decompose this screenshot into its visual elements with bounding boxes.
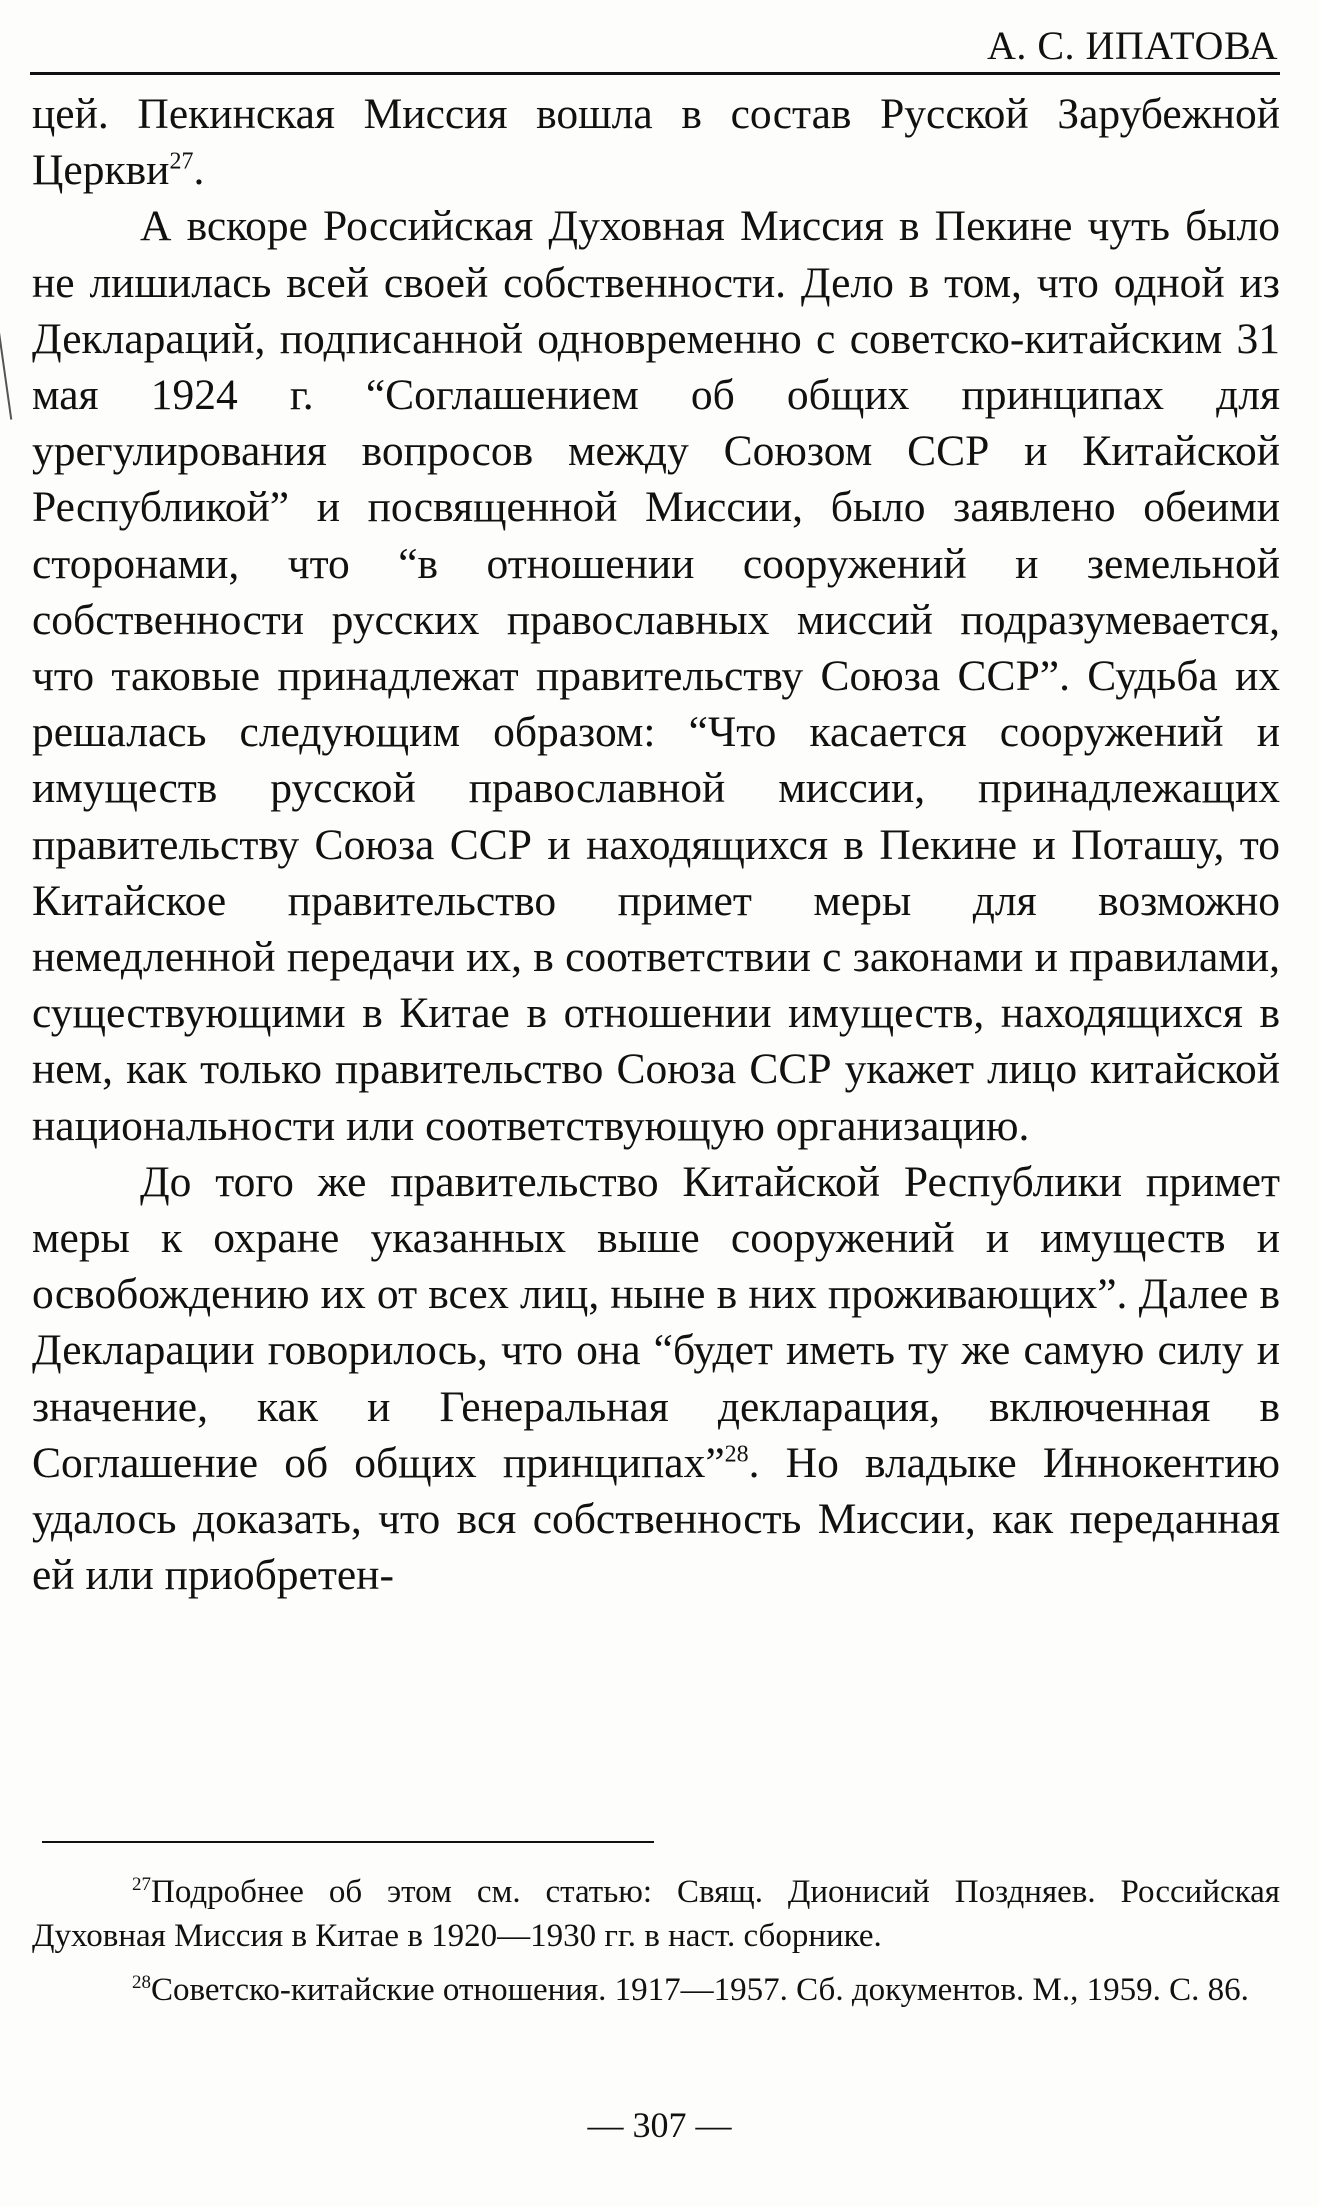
footnotes	[32, 1870, 1280, 2022]
paragraph-3	[32, 1154, 1280, 1604]
footnote-ref-28[interactable]: 28	[724, 1441, 749, 1468]
footnote-rule	[42, 1841, 654, 1843]
running-head-author: А. С. ИПАТОВА	[986, 23, 1278, 68]
page-header	[30, 22, 1278, 74]
footnote-text: Советско-китайские отношения. 1917—1957. Сб. документов. М., 1959. С. 86.	[151, 1972, 1249, 2008]
footnote-number: 27	[132, 1874, 151, 1895]
paragraph-2: А вскоре Российская Духовная Миссия в Пекине чуть было не лишилась всей своей собственности. Дело в том, что одной из Деклараций, подписанной одновременно с советско-китайским 31 мая 1924 г. “Соглашением об общих принципах для урегулирования вопросов между Союзом ССР и Китайской Республикой” и посвященной Миссии, было заявлено обеими сторонами, что “в отношении сооружений и земельной собственности русских православных миссий подразумевается, что таковые принадлежат правительству Союза ССР”. Судьба их решалась следующим образом: “Что касается сооружений и имуществ русской православной миссии, принадлежащих правительству Союза ССР и находящихся в Пекине и Поташу, то Китайское правительство примет меры для возможно немедленной передачи их, в соответствии с законами и правилами, существующими в Китае в отношении имуществ, находящихся в нем, как только правительство Союза ССР укажет лицо китайской национальности или соответствующую организацию.	[32, 202, 1280, 1150]
margin-pencil-mark	[0, 330, 12, 419]
paragraph-1-end: .	[193, 146, 205, 195]
footnote-ref-27[interactable]: 27	[169, 148, 194, 175]
footnote-28	[32, 1968, 1280, 2012]
footnote-text: Подробнее об этом см. статью: Свящ. Дионисий Поздняев. Российская Духовная Миссия в Китае в 1920—1930 гг. в наст. сборнике.	[32, 1874, 1280, 1954]
footnote-number: 28	[132, 1972, 151, 1993]
paragraph-continuation	[32, 86, 1280, 198]
paragraph-1-text: цей. Пекинская Миссия вошла в состав Русской Зарубежной Церкви	[32, 90, 1280, 195]
paragraph-3-end: . Но владыке Иннокентию удалось доказать, что вся собственность Миссии, как переданная ей или приобретен-	[32, 1438, 1280, 1600]
paragraph-3-text: До того же правительство Китайской Республики примет меры к охране указанных выше сооружений и имуществ и освобождению их от всех лиц, ныне в них проживающих”. Далее в Декларации говорилось, что она “будет иметь ту же самую силу и значение, как и Генеральная декларация, включенная в Соглашение об общих принципах”	[32, 1157, 1280, 1487]
page-number: — 307 —	[587, 2105, 732, 2145]
main-text	[32, 86, 1280, 1603]
footnote-27	[32, 1870, 1280, 1958]
header-rule	[30, 72, 1280, 75]
